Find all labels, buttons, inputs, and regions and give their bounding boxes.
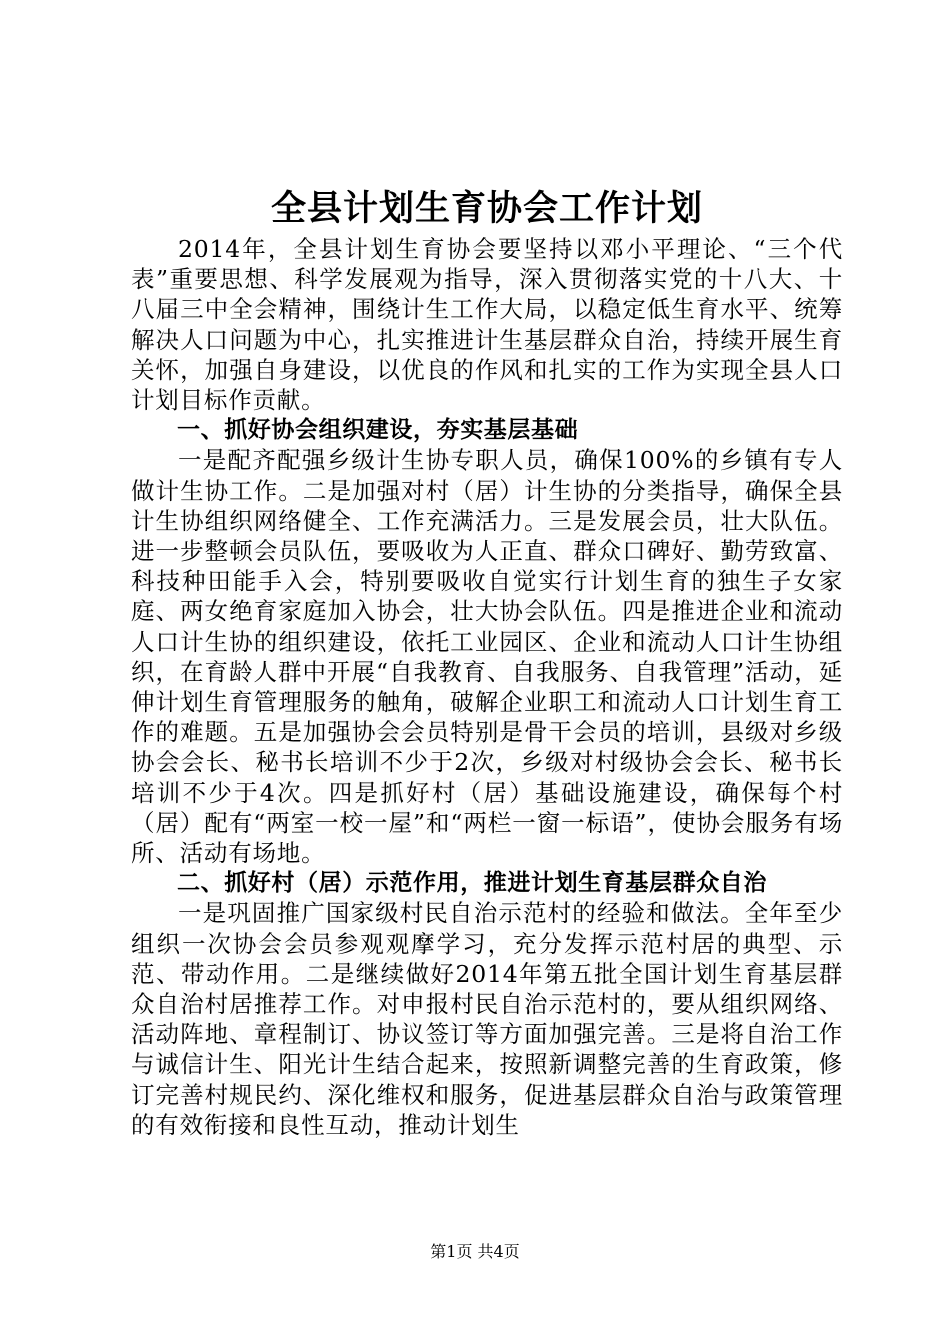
section-body-2: 一是巩固推广国家级村民自治示范村的经验和做法。全年至少组织一次协会会员参观观摩学习，充分发挥示范村居的典型、示范、带动作用。二是继续做好2014年第五批全国计划生育基层群众自治村居推荐工作。对申报村民自治示范村的，要从组织网络、活动阵地、章程制订、协议签订等方面加强完善。三是将自治工作与诚信计生、阳光计生结合起来，按照新调整完善的生育政策，修订完善村规民约、深化维权和服务，促进基层群众自治与政策管理的有效衔接和良性互动，推动计划生 xyxy=(131,899,843,1139)
document-body xyxy=(131,187,843,1140)
section-body-1: 一是配齐配强乡级计生协专职人员，确保100%的乡镇有专人做计生协工作。二是加强对村（居）计生协的分类指导，确保全县计生协组织网络健全、工作充满活力。三是发展会员，壮大队伍。进一步整顿会员队伍，要吸收为人正直、群众口碑好、勤劳致富、科技种田能手入会，特别要吸收自觉实行计划生育的独生子女家庭、两女绝育家庭加入协会，壮大协会队伍。四是推进企业和流动人口计生协的组织建设，依托工业园区、企业和流动人口计生协组织，在育龄人群中开展“自我教育、自我服务、自我管理”活动，延伸计划生育管理服务的触角，破解企业职工和流动人口计划生育工作的难题。五是加强协会会员特别是骨干会员的培训，县级对乡级协会会长、秘书长培训不少于2次，乡级对村级协会会长、秘书长培训不少于4次。四是抓好村（居）基础设施建设，确保每个村（居）配有“两室一校一屋”和“两栏一窗一标语”，使协会服务有场所、活动有场地。 xyxy=(131,446,843,868)
section-heading-2: 二、抓好村（居）示范作用，推进计划生育基层群众自治 xyxy=(177,870,767,897)
document-title: 全县计划生育协会工作计划 xyxy=(270,189,703,229)
intro-paragraph: 2014年，全县计划生育协会要坚持以邓小平理论、“三个代表”重要思想、科学发展观为指导，深入贯彻落实党的十八大、十八届三中全会精神，围绕计生工作大局，以稳定低生育水平、统筹解决人口问题为中心，扎实推进计生基层群众自治，持续开展生育关怀，加强自身建设，以优良的作风和扎实的工作为实现全县人口计划目标作贡献。 xyxy=(131,235,843,415)
page-footer: 第1页 共4页 xyxy=(430,1242,520,1261)
section-heading-1: 一、抓好协会组织建设，夯实基层基础 xyxy=(177,417,579,444)
